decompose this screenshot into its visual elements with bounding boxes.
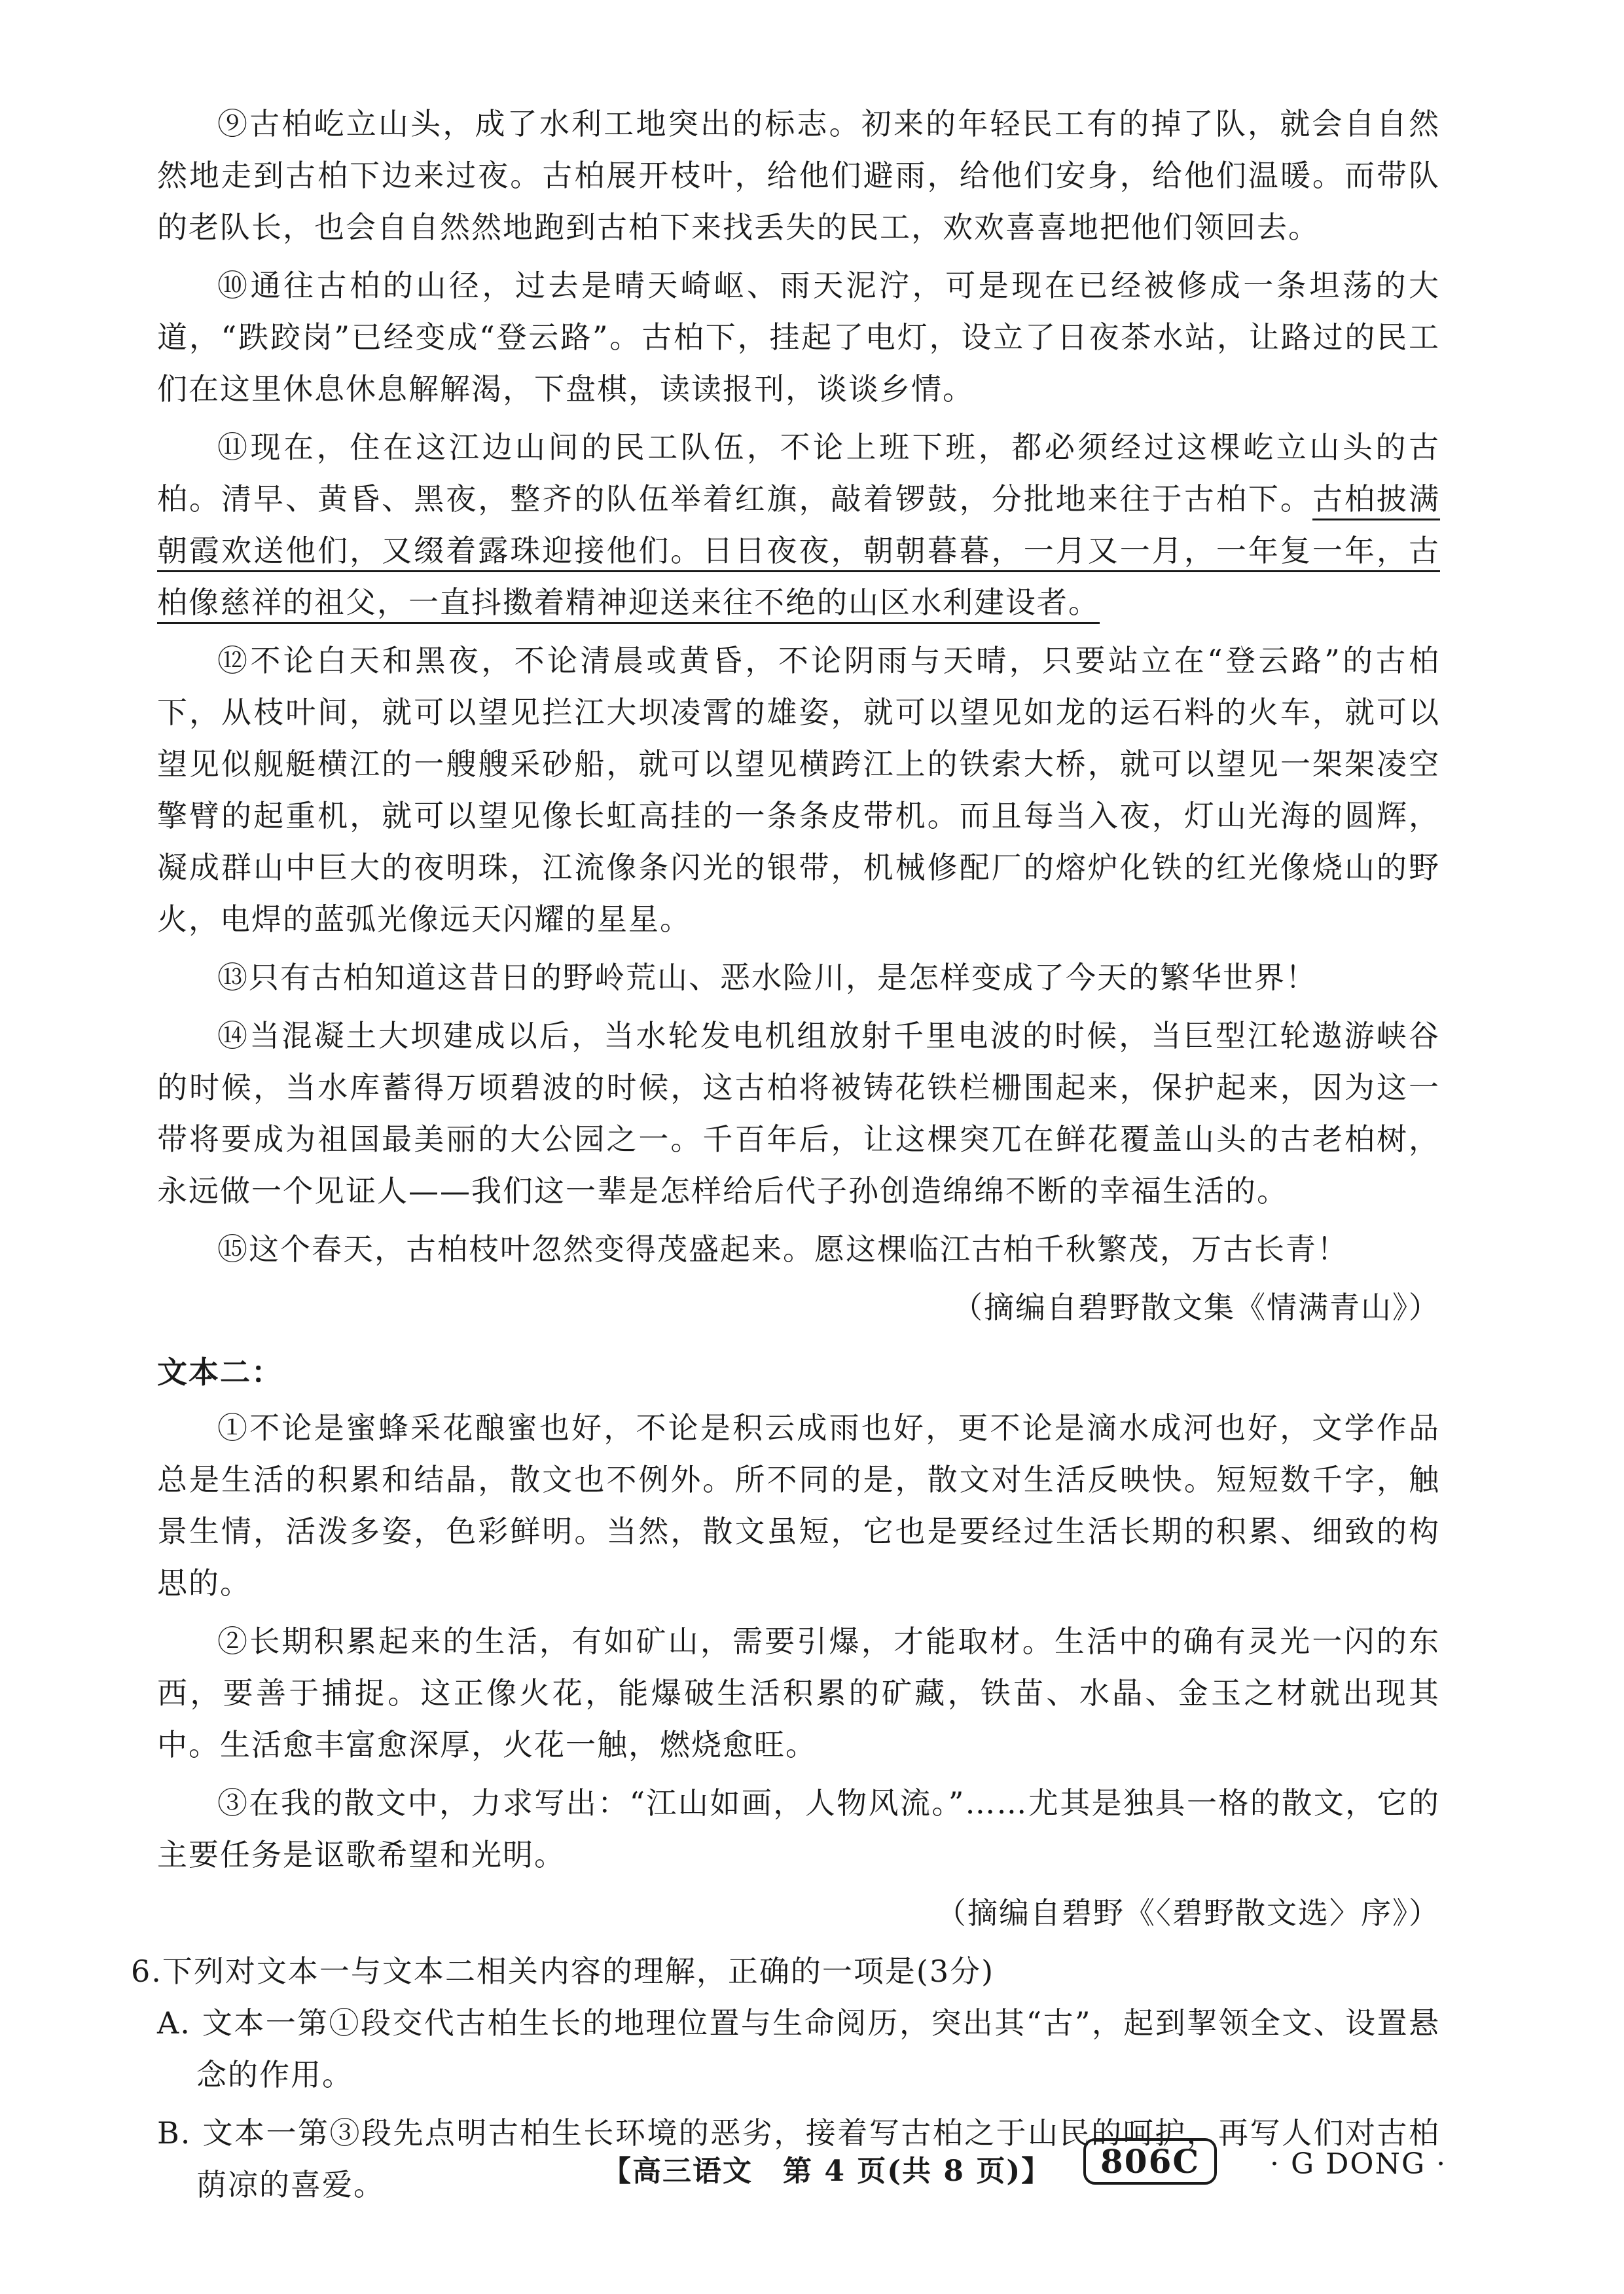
text2-paragraph-3: ③在我的散文中，力求写出：“江山如画，人物风流。”……尤其是独具一格的散文，它的主要任务是讴歌希望和光明。 <box>157 1785 1440 1872</box>
question-6-stem: 6.下列对文本一与文本二相关内容的理解，正确的一项是(3分) <box>131 1954 995 1989</box>
footer-page-info: 【高三语文 第 4 页(共 8 页)】 <box>602 2155 1052 2188</box>
page-content <box>131 98 1441 2217</box>
text1-source: （摘编自碧野散文集《情满青山》） <box>952 1290 1440 1325</box>
page-footer <box>0 2134 1624 2206</box>
text2-paragraph-2: ②长期积累起来的生活，有如矿山，需要引爆，才能取材。生活中的确有灵光一闪的东西，要善于捕捉。这正像火花，能爆破生活积累的矿藏，铁苗、水晶、金玉之材就出现其中。生活愈丰富愈深厚，火花一触，燃烧愈旺。 <box>157 1624 1440 1762</box>
question-6-option-a: A. 文本一第①段交代古柏生长的地理位置与生命阅历，突出其“古”，起到挈领全文、设置悬念的作用。 <box>157 2005 1440 2092</box>
question-6-option-b: B. 文本一第③段先点明古柏生长环境的恶劣，接着写古柏之于山民的呵护，再写人们对古柏荫凉的喜爱。 <box>157 2115 1440 2202</box>
text2-paragraph-1: ①不论是蜜蜂采花酿蜜也好，不论是积云成雨也好，更不论是滴水成河也好，文学作品总是生活的积累和结晶，散文也不例外。所不同的是，散文对生活反映快。短短数千字，触景生情，活泼多姿，色彩鲜明。当然，散文虽短，它也是要经过生活长期的积累、细致的构思的。 <box>157 1410 1440 1601</box>
paragraph-11-underlined: 古柏披满朝霞欢送他们，又缀着露珠迎接他们。日日夜夜，朝朝暮暮，一月又一月，一年复一年，古柏像慈祥的祖父，一直抖擞着精神迎送来往不绝的山区水利建设者。 <box>157 481 1441 620</box>
paragraph-14: ⑭当混凝土大坝建成以后，当水轮发电机组放射千里电波的时候，当巨型江轮遨游峡谷的时候，当水库蓄得万顷碧波的时候，这古柏将被铸花铁栏栅围起来，保护起来，因为这一带将要成为祖国最美丽的大公园之一。千百年后，让这棵突兀在鲜花覆盖山头的古老柏树，永远做一个见证人——我们这一辈是怎样给后代子孙创造绵绵不断的幸福生活的。 <box>157 1018 1440 1209</box>
paragraph-12: ⑫不论白天和黑夜，不论清晨或黄昏，不论阴雨与天晴，只要站立在“登云路”的古柏下，从枝叶间，就可以望见拦江大坝凌霄的雄姿，就可以望见如龙的运石料的火车，就可以望见似舰艇横江的一艘艘采砂船，就可以望见横跨江上的铁索大桥，就可以望见一架架凌空擎臂的起重机，就可以望见像长虹高挂的一条条皮带机。而且每当入夜，灯山光海的圆辉，凝成群山中巨大的夜明珠，江流像条闪光的银带，机械修配厂的熔炉化铁的红光像烧山的野火，电焊的蓝弧光像远天闪耀的星星。 <box>157 643 1440 937</box>
paragraph-13: ⑬只有古柏知道这昔日的野岭荒山、恶水险川，是怎样变成了今天的繁华世界！ <box>217 960 1317 995</box>
paragraph-9: ⑨古柏屹立山头，成了水利工地突出的标志。初来的年轻民工有的掉了队，就会自自然然地走到古柏下边来过夜。古柏展开枝叶，给他们避雨，给他们安身，给他们温暖。而带队的老队长，也会自自然然地跑到古柏下来找丢失的民工，欢欢喜喜地把他们领回去。 <box>157 106 1440 245</box>
paragraph-10: ⑩通往古柏的山径，过去是晴天崎岖、雨天泥泞，可是现在已经被修成一条坦荡的大道，“跌跤岗”已经变成“登云路”。古柏下，挂起了电灯，设立了日夜茶水站，让路过的民工们在这里休息休息解解渴，下盘棋，读读报刊，谈谈乡情。 <box>157 268 1440 407</box>
paragraph-11-plain: ⑪现在，住在这江边山间的民工队伍，不论上班下班，都必须经过这棵屹立山头的古柏。清早、黄昏、黑夜，整齐的队伍举着红旗，敲着锣鼓，分批地来往于古柏下。 <box>157 429 1440 517</box>
footer-brand: · G DONG · <box>1270 2147 1447 2181</box>
paragraph-11 <box>157 422 1440 628</box>
footer-exam-code: 806C <box>1083 2138 1217 2185</box>
text2-heading: 文本二： <box>157 1355 283 1390</box>
paragraph-15: ⑮这个春天，古柏枝叶忽然变得茂盛起来。愿这棵临江古柏千秋繁茂，万古长青！ <box>217 1231 1348 1267</box>
text2-source: （摘编自碧野《〈碧野散文选〉序》） <box>936 1895 1440 1931</box>
